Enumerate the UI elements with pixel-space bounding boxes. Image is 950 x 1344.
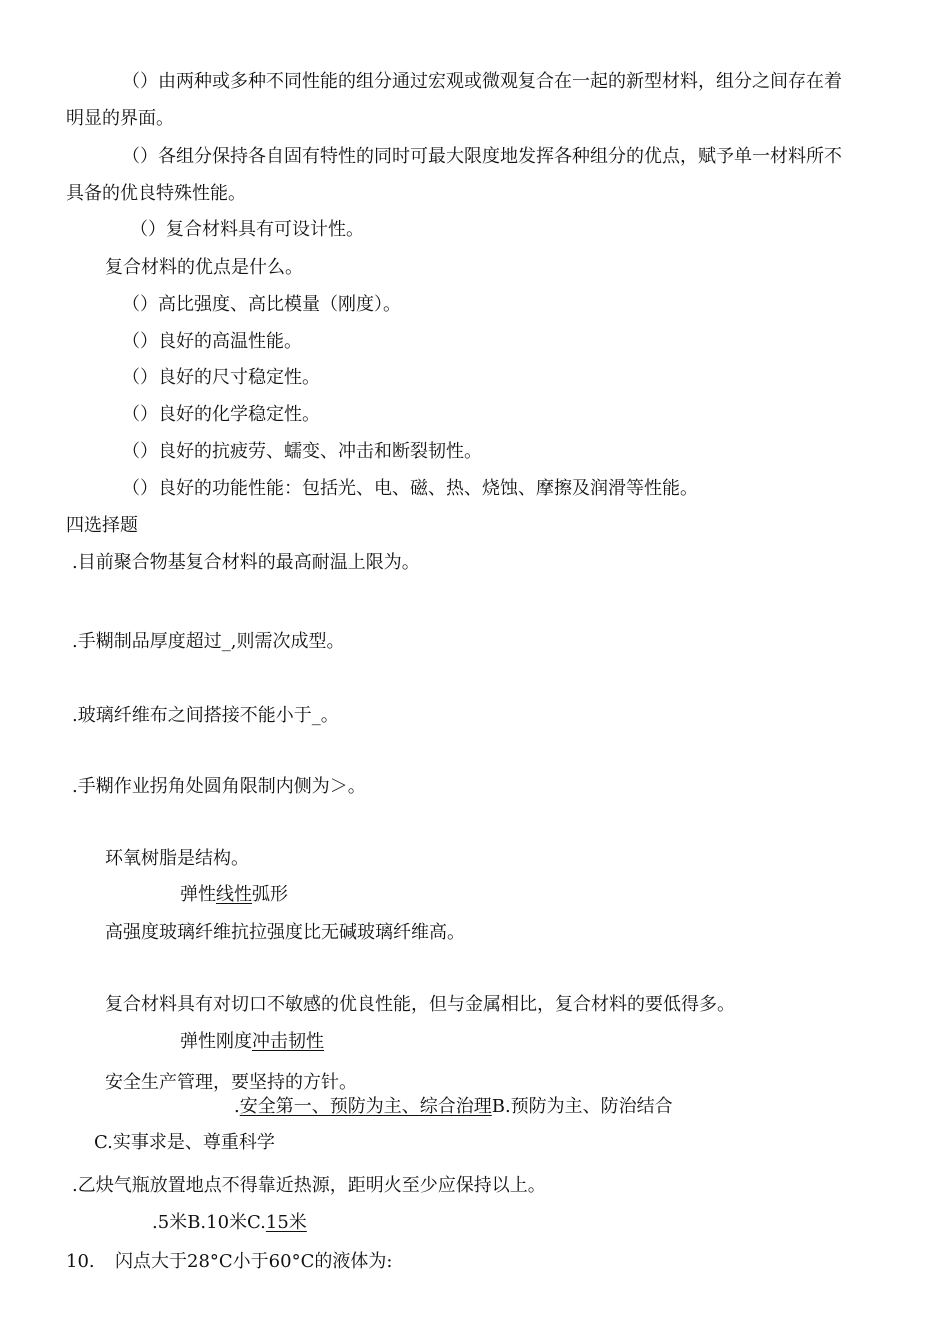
option-a: .5米 xyxy=(152,1212,188,1233)
option-a: 弹性 xyxy=(180,884,216,905)
option-b: B.10米 xyxy=(187,1212,248,1233)
question-9-options xyxy=(152,1211,307,1235)
question-7: 复合材料具有对切口不敏感的优良性能，但与金属相比，复合材料的要低得多。 xyxy=(105,994,735,1015)
option-a-prefix: . xyxy=(234,1096,240,1117)
option-b: 刚度 xyxy=(216,1031,252,1052)
advantage-item: （）良好的化学稳定性。 xyxy=(122,404,320,425)
paragraph-1-line-2: 明显的界面。 xyxy=(66,108,174,129)
option-c-prefix: C. xyxy=(247,1212,266,1233)
paragraph-1-line-1: （）由两种或多种不同性能的组分通过宏观或微观复合在一起的新型材料，组分之间存在着 xyxy=(122,71,842,92)
option-b-answer: 线性 xyxy=(216,884,252,905)
question-1: .目前聚合物基复合材料的最高耐温上限为。 xyxy=(72,552,420,573)
question-4: .手糊作业拐角处圆角限制内侧为＞。 xyxy=(72,776,366,797)
paragraph-2-line-2: 具备的优良特殊性能。 xyxy=(66,183,246,204)
option-c-answer: 冲击韧性 xyxy=(252,1031,324,1052)
paragraph-2-line-1: （）各组分保持各自固有特性的同时可最大限度地发挥各种组分的优点，赋予单一材料所不 xyxy=(122,146,842,167)
question-2: .手糊制品厚度超过_,则需次成型。 xyxy=(72,631,345,652)
advantage-item: （）高比强度、高比模量（刚度）。 xyxy=(122,294,401,315)
question-10: 闪点大于28°C小于60°C的液体为: xyxy=(115,1251,393,1272)
option-b: B.预防为主、防治结合 xyxy=(491,1096,673,1117)
question-8-option-c: C.实事求是、尊重科学 xyxy=(94,1132,275,1153)
option-a-answer: 安全第一、预防为主、综合治理 xyxy=(239,1096,492,1117)
question-8-options xyxy=(234,1095,673,1119)
advantage-item: （）良好的抗疲劳、蠕变、冲击和断裂韧性。 xyxy=(122,441,482,462)
option-a: 弹性 xyxy=(180,1031,216,1052)
advantages-question: 复合材料的优点是什么。 xyxy=(105,257,303,278)
question-7-options xyxy=(180,1030,324,1054)
advantage-item: （）良好的高温性能。 xyxy=(122,331,302,352)
option-c-answer: 15米 xyxy=(265,1212,307,1233)
question-9: .乙炔气瓶放置地点不得靠近热源，距明火至少应保持以上。 xyxy=(72,1175,546,1196)
question-5-options xyxy=(180,883,288,907)
question-3: .玻璃纤维布之间搭接不能小于_。 xyxy=(72,705,339,726)
advantage-item: （）良好的尺寸稳定性。 xyxy=(122,367,320,388)
section-heading: 四选择题 xyxy=(66,515,138,536)
question-10-number: 10. xyxy=(66,1251,95,1272)
question-8: 安全生产管理，要坚持的方针。 xyxy=(105,1072,357,1093)
option-c: 弧形 xyxy=(252,884,288,905)
question-6: 高强度玻璃纤维抗拉强度比无碱玻璃纤维高。 xyxy=(105,922,465,943)
question-5: 环氧树脂是结构。 xyxy=(105,848,249,869)
paragraph-3: （）复合材料具有可设计性。 xyxy=(130,219,364,240)
advantage-item: （）良好的功能性能：包括光、电、磁、热、烧蚀、摩擦及润滑等性能。 xyxy=(122,478,698,499)
